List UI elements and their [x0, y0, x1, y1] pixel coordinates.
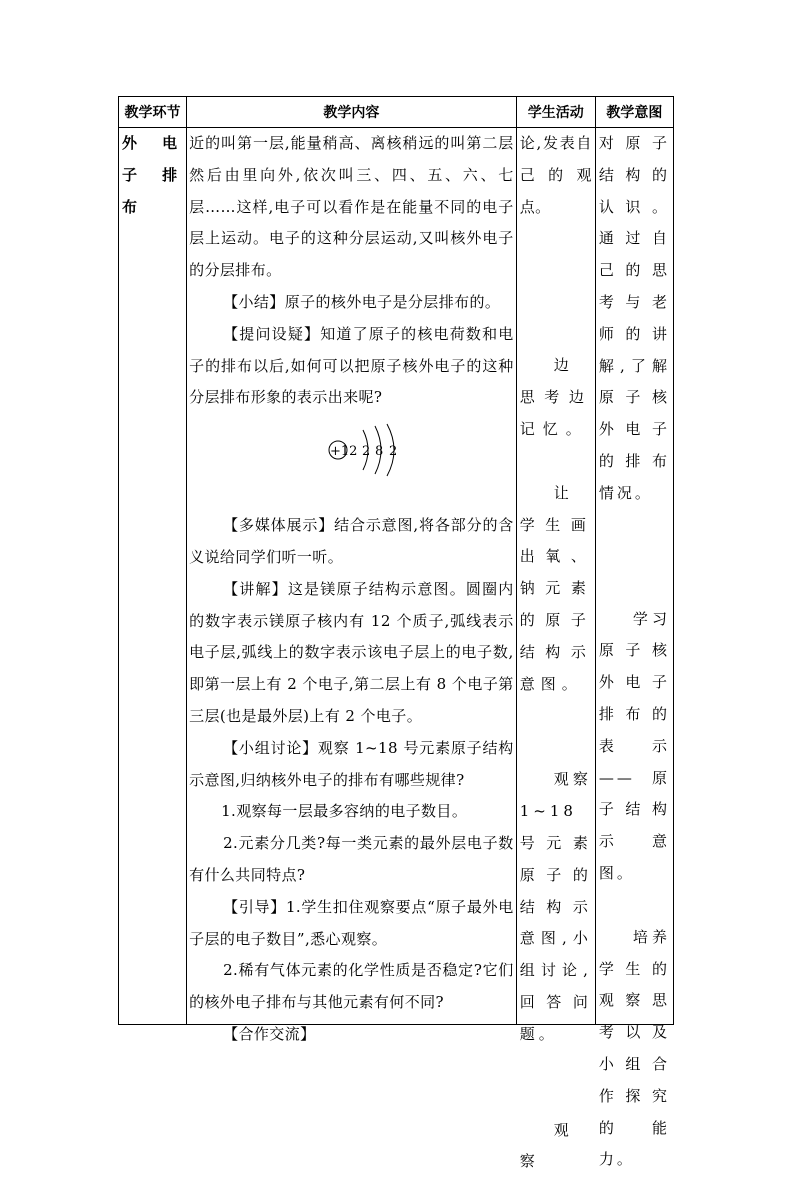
- shell-2-electrons: 8: [375, 444, 384, 460]
- intent-2: 学习原子核外电子排布的表示——原子结构示意图。: [598, 609, 670, 882]
- content-summary: 【小结】原子的核外电子是分层排布的。: [223, 292, 501, 311]
- shell-1-electrons: 2: [362, 444, 371, 460]
- header-stage: 教学环节: [119, 97, 187, 128]
- intent-spacer-2: [596, 890, 673, 922]
- header-intent: 教学意图: [595, 97, 673, 128]
- shell-3-electrons: 2: [389, 444, 398, 460]
- content-explanation: 【讲解】这是镁原子结构示意图。圆圈内的数字表示镁原子核内有 12 个质子,弧线表示电子层,弧线上的数字表示该电子层上的电子数,即第一层上有 2 个电子,第二层上有 8 个电子第三层(也是最外层)上有 2 个电子。: [189, 579, 514, 725]
- intent-1: 对原子结构的认识。通过自己的思考与老师的讲解,了解原子核外电子的排布情况。: [598, 134, 670, 502]
- atom-diagram-area: [187, 414, 516, 510]
- content-cooperation: 【合作交流】: [223, 1024, 316, 1043]
- activity-cell: [516, 128, 595, 1171]
- intent-spacer-1: [596, 510, 673, 604]
- header-row: [119, 97, 674, 128]
- header-content: 教学内容: [187, 97, 517, 128]
- nucleus-charge: +12: [330, 444, 358, 460]
- intent-cell: [595, 128, 673, 1169]
- content-question: 【提问设疑】知道了原子的核电荷数和电子的排布以后,如何可以把原子核外电子的这种分层排布形象的表示出来呢?: [189, 324, 514, 407]
- activity-2: 边思考边记忆。: [519, 356, 592, 438]
- activity-spacer-1: [517, 223, 595, 350]
- activity-spacer-2: [517, 446, 595, 478]
- content-multimedia: 【多媒体展示】结合示意图,将各部分的含义说给同学们听一听。: [189, 516, 514, 566]
- content-paragraph-1: 近的叫第一层,能量稍高、离核稍远的叫第二层然后由里向外,依次叫三、四、五、六、七层……这样,电子可以看作是在能量不同的电子层上运动。电子的这种分层运动,又叫核外电子的分层排布。: [189, 134, 514, 280]
- activity-5: 观察: [519, 1120, 579, 1171]
- header-activity: 学生活动: [516, 97, 595, 128]
- content-guidance-2: 2.稀有气体元素的化学性质是否稳定?它们的核外电子排布与其他元素有何不同?: [189, 961, 514, 1012]
- activity-spacer-4: [517, 1051, 595, 1115]
- body-row: [119, 128, 674, 1025]
- lesson-plan-table: [118, 96, 674, 1171]
- intent-3: 培养学生的观察思考以及小组合作探究的能力。: [598, 927, 670, 1169]
- activity-4: 观察 1~18 号元素原子的结构示意图,小组讨论,回答问题。: [519, 770, 592, 1043]
- content-item-2: 2.元素分几类?每一类元素的最外层电子数有什么共同特点?: [189, 834, 514, 884]
- stage-label: 外电子排布: [122, 134, 184, 216]
- magnesium-atom-structure-diagram: [327, 420, 417, 480]
- content-guidance: 【引导】1.学生扣住观察要点“原子最外电子层的电子数目”,悉心观察。: [189, 897, 514, 948]
- activity-1: 论,发表自己的观点。: [519, 134, 592, 216]
- stage-cell: [119, 128, 187, 1025]
- activity-spacer-3: [517, 700, 595, 764]
- content-item-1: 1.观察每一层最多容纳的电子数目。: [221, 802, 468, 821]
- activity-3: 让学生画出氧、钠元素的原子结构示意图。: [519, 483, 592, 693]
- content-group-discussion: 【小组讨论】观察 1~18 号元素原子结构示意图,归纳核外电子的排布有哪些规律?: [189, 738, 514, 789]
- content-cell: [187, 128, 517, 1043]
